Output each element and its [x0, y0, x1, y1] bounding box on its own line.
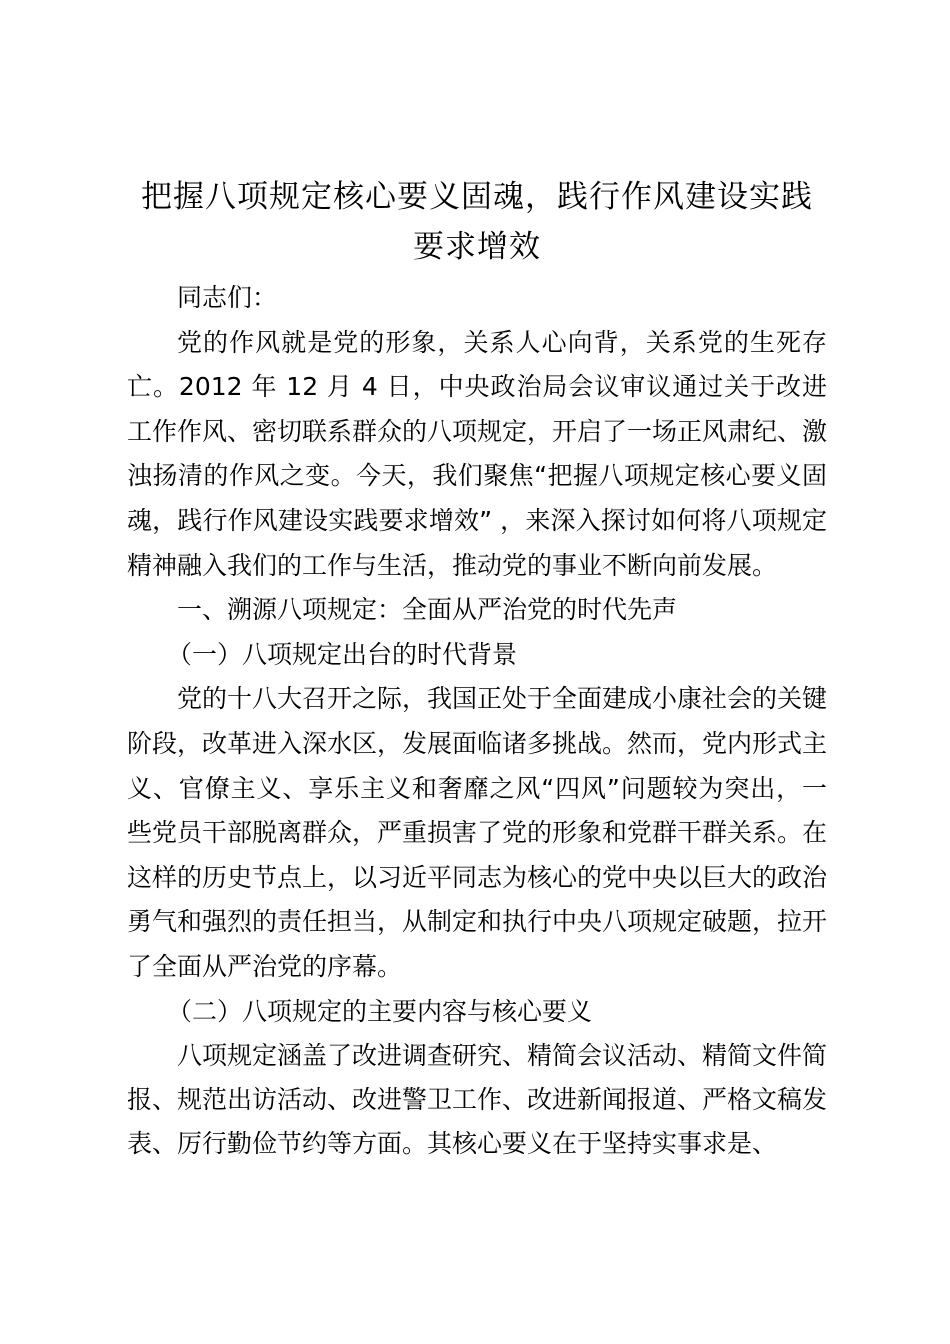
salutation: 同志们： — [177, 283, 278, 312]
subsection-heading-1: （一）八项规定出台的时代背景 — [167, 639, 518, 669]
subsection-body-1: 党的十八大召开之际，我国正处于全面建成小康社会的关键阶段，改革进入深水区，发展面临诸多挑战。然而，党内形式主义、官僚主义、享乐主义和奢靡之风“四风”问题较为突出，一些党员干部脱离群众，严重损害了党的形象和党群干群关系。在这样的历史节点上，以习近平同志为核心的党中央以巨大的政治勇气和强烈的责任担当，从制定和执行中央八项规定破题，拉开了全面从严治党的序幕。 — [127, 684, 828, 981]
subsection-heading-2: （二）八项规定的主要内容与核心要义 — [167, 996, 593, 1026]
document-title: 把握八项规定核心要义固魂，践行作风建设实践要求增效 — [141, 179, 813, 265]
intro-paragraph: 党的作风就是党的形象，关系人心向背，关系党的生死存亡。2012 年 12 月 4 日，中央政治局会议审议通过关于改进工作作风、密切联系群众的八项规定，开启了一场正风肃纪、激浊扬清的作风之变。今天，我们聚焦“把握八项规定核心要义固魂，践行作风建设实践要求增效” ，来深入探讨如何将八项规定精神融入我们的工作与生活，推动党的事业不断向前发展。 — [127, 327, 828, 580]
document-page — [127, 172, 827, 1166]
section-heading-1: 一、溯源八项规定：全面从严治党的时代先声 — [177, 595, 678, 625]
subsection-body-2: 八项规定涵盖了改进调查研究、精简会议活动、精简文件简报、规范出访活动、改进警卫工作、改进新闻报道、严格文稿发表、厉行勤俭节约等方面。其核心要义在于坚持实事求是、 — [127, 1041, 828, 1159]
